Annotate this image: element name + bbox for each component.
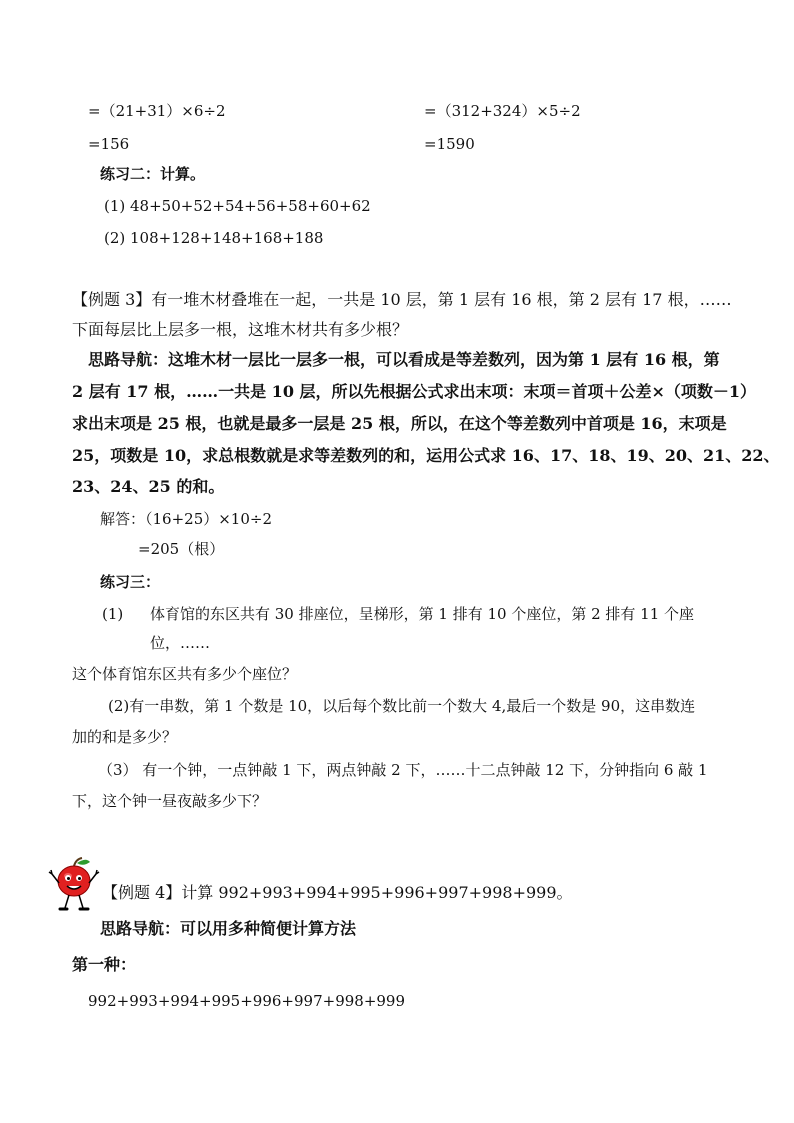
result-1590: =1590: [424, 135, 475, 153]
answer-3-line-1: 解答：（16+25）×10÷2: [100, 510, 273, 528]
exercise-3-title: 练习三：: [100, 573, 161, 591]
exercise-3-item-3-cont: 下，这个钟一昼夜敲多少下？: [72, 792, 268, 810]
example-4-question: 【例题 4】计算 992+993+994+995+996+997+998+999。: [102, 883, 573, 902]
method-1-title: 第一种：: [72, 955, 137, 974]
apple-mascot-icon: [48, 856, 100, 916]
exercise-3-item-1-num: (1): [102, 605, 124, 623]
hint-3-line-3: 求出末项是 25 根，也就是最多一层是 25 根，所以，在这个等差数列中首项是 16，末项是: [72, 414, 727, 433]
result-156: =156: [88, 135, 130, 153]
answer-3-line-2: =205（根）: [138, 540, 225, 558]
example-3-question: 【例题 3】有一堆木材叠堆在一起，一共是 10 层，第 1 层有 16 根，第 2 层有 17 根，……: [72, 290, 732, 309]
example-3-question-cont: 下面每层比上层多一根，这堆木材共有多少根？: [72, 320, 409, 339]
exercise-3-item-1-question: 这个体育馆东区共有多少个座位？: [72, 665, 298, 683]
exercise-2-item-1: (1) 48+50+52+54+56+58+60+62: [104, 197, 371, 215]
hint-3-line-2: 2 层有 17 根，……一共是 10 层，所以先根据公式求出末项：末项＝首项＋公差×（项数－1）: [72, 382, 757, 401]
hint-3-line-4: 25，项数是 10，求总根数就是求等差数列的和，运用公式求 16、17、18、19、20、21、22、: [72, 446, 780, 465]
exercise-3-item-1-cont: 位，……: [150, 634, 211, 652]
exercise-2-title: 练习二：计算。: [100, 165, 206, 183]
hint-3-line-5: 23、24、25 的和。: [72, 477, 225, 496]
method-1-expression: 992+993+994+995+996+997+998+999: [88, 992, 406, 1010]
exercise-3-item-1: 体育馆的东区共有 30 排座位，呈梯形，第 1 排有 10 个座位，第 2 排有 11 个座: [150, 605, 695, 623]
exercise-2-item-2: (2) 108+128+148+168+188: [104, 229, 324, 247]
hint-3-line-1: 思路导航：这堆木材一层比一层多一根，可以看成是等差数列，因为第 1 层有 16 根，第: [88, 350, 720, 369]
exercise-3-item-2-cont: 加的和是多少？: [72, 728, 178, 746]
exercise-3-item-2: (2)有一串数，第 1 个数是 10，以后每个数比前一个数大 4,最后一个数是 90，这串数连: [108, 697, 696, 715]
hint-4: 思路导航：可以用多种简便计算方法: [100, 919, 357, 938]
exercise-3-item-3: （3） 有一个钟，一点钟敲 1 下，两点钟敲 2 下，……十二点钟敲 12 下，分钟指向 6 敲 1: [98, 761, 708, 779]
calc-line-1: =（21+31）×6÷2: [88, 102, 226, 120]
calc-line-2: =（312+324）×5÷2: [424, 102, 581, 120]
